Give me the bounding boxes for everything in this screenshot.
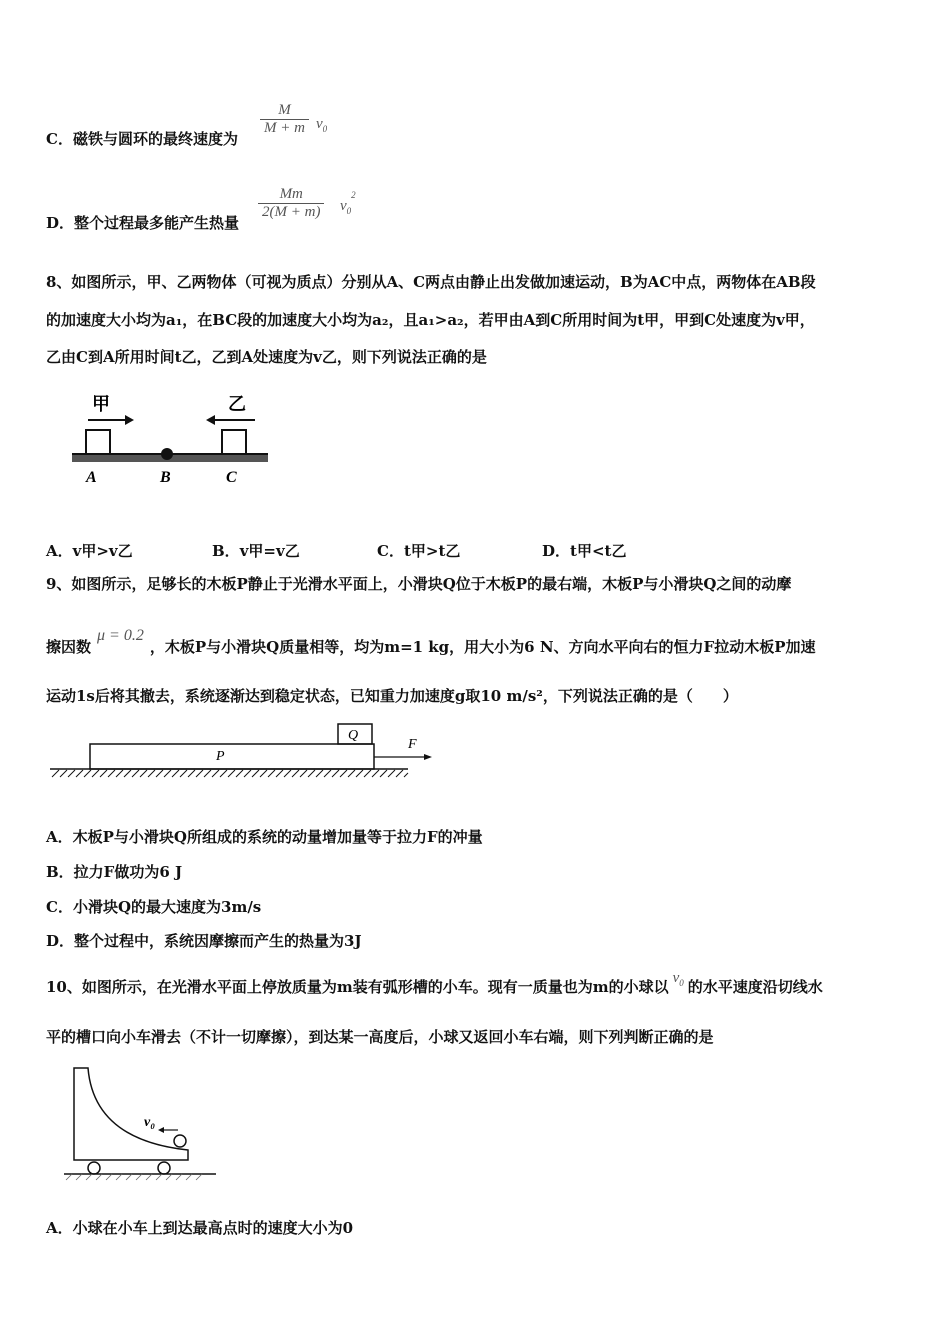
q8-label-b: B (160, 469, 171, 486)
q10-wheel-right (158, 1162, 170, 1174)
q9-stem-line1: 9、如图所示，足够长的木板P静止于光滑水平面上，小滑块Q位于木板P的最右端，木板P与小滑块Q之间的动摩 (46, 575, 792, 593)
q8-option-a: A．v甲>v乙 (46, 542, 133, 560)
q7-option-c-v0: $v_0$ (316, 116, 328, 134)
q9-stem-line2: 擦因数μ = 0.2，木板P与小滑块Q质量相等，均为m=1 kg，用大小为6 N、方向水平向右的恒力F拉动木板P加速 (46, 627, 816, 656)
q8-stem-line3: 乙由C到A所用时间t乙，乙到A处速度为v乙，则下列说法正确的是 (46, 348, 487, 366)
q7-option-d-fraction: Mm 2(M + m) (258, 186, 324, 221)
q10-label-v0: v₀ (144, 1115, 156, 1130)
q8-option-d: D．t甲<t乙 (542, 542, 627, 560)
q10-figure (60, 1060, 220, 1190)
q7-option-d: D．整个过程最多能产生热量 (46, 214, 240, 232)
q8-option-c: C．t甲>t乙 (377, 542, 461, 560)
q9-option-d: D．整个过程中，系统因摩擦而产生的热量为3J (46, 932, 362, 950)
q9-label-q: Q (348, 728, 359, 743)
q7-option-d-v0sq: $v_0^2$ (340, 190, 356, 216)
q9-mu: μ = 0.2 (97, 627, 144, 644)
q8-label-jia: 甲 (92, 394, 110, 415)
q9-label-f: F (408, 737, 417, 752)
q8-block-jia (86, 430, 110, 454)
q9-option-a: A．木板P与小滑块Q所组成的系统的动量增加量等于拉力F的冲量 (46, 828, 483, 846)
q10-option-a: A．小球在小车上到达最高点时的速度大小为0 (46, 1219, 354, 1237)
q8-label-yi: 乙 (228, 394, 246, 415)
q8-figure (70, 388, 275, 488)
q8-option-b: B．v甲=v乙 (212, 542, 300, 560)
q9-option-c: C．小滑块Q的最大速度为3m/s (46, 898, 262, 916)
q9-label-p: P (216, 749, 225, 764)
q8-label-a: A (86, 469, 97, 486)
q9-stem-line3: 运动1s后将其撤去，系统逐渐达到稳定状态，已知重力加速度g取10 m/s²，下列说法正确的是（ ） (46, 687, 738, 705)
q10-stem-line2: 平的槽口向小车滑去（不计一切摩擦），到达某一高度后，小球又返回小车右端，则下列判断正确的是 (46, 1028, 714, 1046)
q10-v0: $v_0$ (672, 970, 684, 988)
q7-option-c: C．磁铁与圆环的最终速度为 (46, 130, 238, 148)
q10-ball (174, 1135, 186, 1147)
q8-stem-line1: 8、如图所示，甲、乙两物体（可视为质点）分别从A、C两点由静止出发做加速运动，B为AC中点，两物体在AB段 (46, 273, 816, 291)
q10-wheel-left (88, 1162, 100, 1174)
q7-option-c-fraction: M M + m (260, 102, 309, 137)
q8-block-yi (222, 430, 246, 454)
q10-stem-line1: 10、如图所示，在光滑水平面上停放质量为m装有弧形槽的小车。现有一质量也为m的小球以 $v_0$ 的水平速度沿切线水 (46, 970, 823, 996)
q9-figure (46, 720, 446, 790)
q8-stem-line2: 的加速度大小均为a₁，在BC段的加速度大小均为a₂，且a₁>a₂，若甲由A到C所用时间为t甲，甲到C处速度为v甲， (46, 311, 815, 329)
q9-option-b: B．拉力F做功为6 J (46, 863, 183, 881)
q10-cart-body (74, 1068, 188, 1160)
q8-point-b (161, 448, 173, 460)
q9-board-p (90, 744, 374, 769)
q8-label-c: C (226, 469, 237, 486)
